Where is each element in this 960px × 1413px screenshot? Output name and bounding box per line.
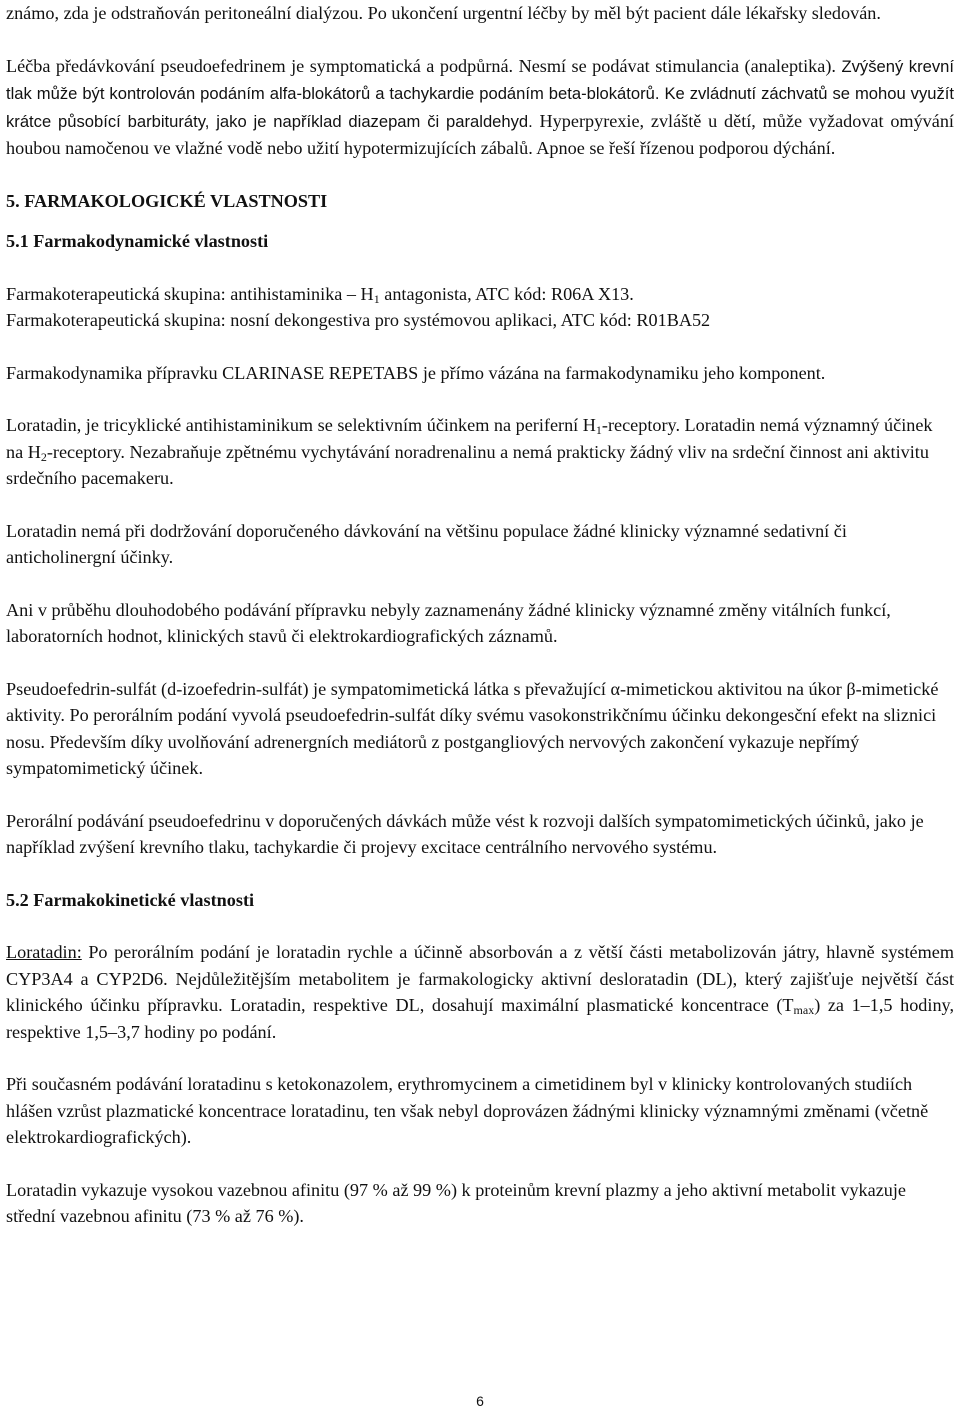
paragraph-loratadin-long-term: Ani v průběhu dlouhodobého podávání přípravku nebyly zaznamenány žádné klinicky významné změny vitálních funkcí, laboratorních hodnot, klinických stavů či elektrokardiografických záznamů. [6, 599, 891, 646]
page-number: 6 [476, 1393, 484, 1409]
paragraph-pseudoephedrine-mechanism: Pseudoefedrin-sulfát (d-izoefedrin-sulfát) je sympatomimetická látka s převažující α-mimetickou aktivitou na úkor β-mimetické aktivity. Po perorálním podání vyvolá pseudoefedrin-sulfát díky svému vasokonstrikčnímu účinku dekongesční efekt na sliznici nosu. Především díky uvolňování adrenergních mediátorů z postgangliových nervových zakončení vykazuje nepřímý sympatomimetický účinek. [6, 678, 939, 778]
section-5-1-heading: 5.1 Farmakodynamické vlastnosti [6, 231, 269, 251]
paragraph-loratadin-kinetics: Loratadin: Po perorálním podání je loratadin rychle a účinně absorbován a z větší části metabolizován játry, hlavně systémem CYP3A4 a CYP2D6. Nejdůležitějším metabolitem je farmakologicky aktivní desloratadin (DL), který zajišťuje největší část klinického účinku přípravku. Loratadin, respektive DL, dosahují maximální plasmatické koncentrace $(T_{max})$ za 1–1,5 hodiny, respektive 1,5–3,7 hodiny po podání. [6, 942, 954, 1042]
overdose-treatment-end: Hyperpyrexie, zvláště u dětí, může vyžadovat omývání houbou namočenou ve vlažné vodě nebo užití hypotermizujících zábalů. Apnoe se řeší řízenou podporou dýchání. [6, 110, 954, 158]
document-page [6, 0, 954, 1230]
paragraph-pharmacotherapeutic-group-a: Farmakoterapeutická skupina: antihistaminika – $H_1$ antagonista, ATC kód: R06A X13. [6, 283, 634, 306]
paragraph-loratadin-interactions: Při současném podávání loratadinu s ketokonazolem, erythromycinem a cimetidinem byl v klinicky kontrolovaných studiích hlášen vzrůst plazmatické koncentrace loratadinu, ten však nebyl doprovázen žádnými klinicky významnými změnami (včetně elektrokardiografických). [6, 1074, 929, 1147]
paragraph-pharmacodynamics: Farmakodynamika přípravku CLARINASE REPETABS je přímo vázána na farmakodynamiku jeho komponent. [6, 362, 826, 383]
paragraph-overdose-end: známo, zda je odstraňován peritoneální dialýzou. Po ukončení urgentní léčby by měl být pacient dále lékařsky sledován. [6, 3, 881, 23]
loratadin-label: Loratadin: [6, 942, 82, 962]
paragraph-pharmacotherapeutic-group-b: Farmakoterapeutická skupina: nosní dekongestiva pro systémovou aplikaci, ATC kód: R01BA52 [6, 310, 711, 330]
paragraph-loratadin-sedative: Loratadin nemá při dodržování doporučeného dávkování na většinu populace žádné klinicky významné sedativní či anticholinergní účinky. [6, 520, 847, 567]
paragraph-loratadin-receptors: Loratadin, je tricyklické antihistaminikum se selektivním účinkem na periferní $H_1$-receptory. Loratadin nemá významný účinek na $H_2$-receptory. Nezabraňuje zpětnému vychytávání noradrenalinu a nemá prakticky žádný vliv na srdeční činnost ani aktivitu srdečního pacemakeru. [6, 415, 933, 488]
paragraph-loratadin-binding: Loratadin vykazuje vysokou vazebnou afinitu (97 % až 99 %) k proteinům krevní plazmy a jeho aktivní metabolit vykazuje střední vazebnou afinitu (73 % až 76 %). [6, 1179, 907, 1226]
paragraph-pseudoephedrine-effects: Perorální podávání pseudoefedrinu v doporučených dávkách může vést k rozvoji dalších sympatomimetických účinků, jako je například zvýšení krevního tlaku, tachykardie či projevy excitace centrálního nervového systému. [6, 810, 924, 857]
overdose-treatment-intro: Léčba předávkování pseudoefedrinem je symptomatická a podpůrná. Nesmí se podávat stimulancia (analeptika). [6, 55, 836, 76]
section-5-2-heading: 5.2 Farmakokinetické vlastnosti [6, 889, 255, 910]
overdose-treatment-sans: Zvýšený krevní tlak může být kontrolován podáním alfa-blokátorů a tachykardie podáním beta-blokátorů. Ke zvládnutí záchvatů se mohou využít krátce působící barbituráty, jako je například diazepam či paraldehyd. [6, 56, 954, 131]
section-5-heading: 5. FARMAKOLOGICKÉ VLASTNOSTI [6, 190, 328, 211]
paragraph-overdose-treatment [6, 53, 954, 162]
